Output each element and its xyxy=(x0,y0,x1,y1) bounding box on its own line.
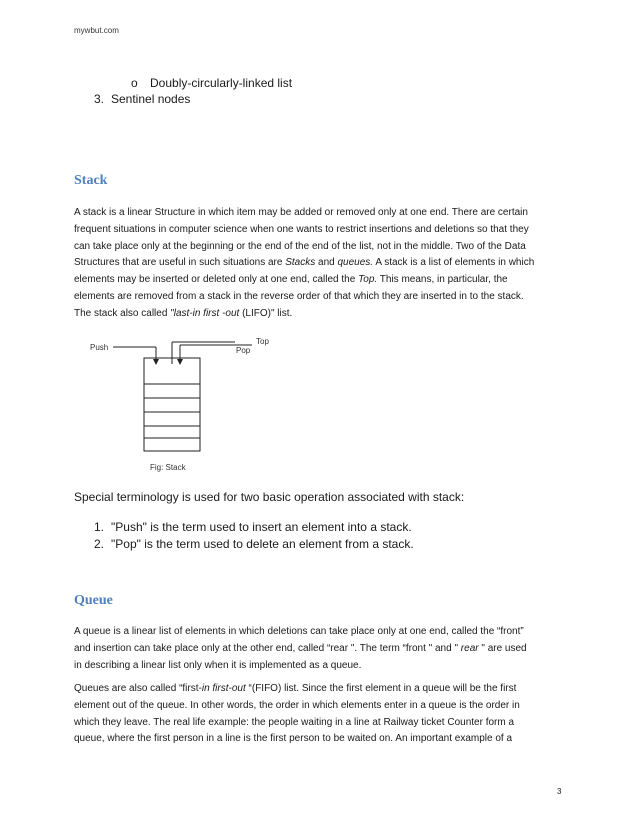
text-run: “(FIFO) list. Since the first element in a queue will be the first xyxy=(245,683,517,694)
section-heading-queue: Queue xyxy=(74,593,113,608)
queue-line-7: queue, where the first person in a line is the first person to be waited on. An important example of a xyxy=(74,733,513,745)
text-run: " are used xyxy=(478,642,527,654)
text-run: Queues are also called “first- xyxy=(74,683,202,694)
queue-line-5: element out of the queue. In other words, the order in which elements enter in a queue is the order in xyxy=(74,699,520,711)
list-item-doubly-circular: Doubly-circularly-linked list xyxy=(150,76,293,90)
pop-label: Pop xyxy=(236,346,251,355)
text-run-italic: Top. xyxy=(358,274,378,286)
queue-paragraph-1 xyxy=(74,624,574,674)
text-run-italic: "last-in first -out xyxy=(170,307,240,319)
stack-line-7 xyxy=(74,306,574,323)
text-run-italic: Stacks xyxy=(285,257,316,269)
text-run: A stack is a list of elements in which xyxy=(373,257,535,269)
text-run: This means, in particular, the xyxy=(377,274,508,286)
text-run: Structures that are useful in such situations are xyxy=(74,257,286,269)
text-run-italic: queues. xyxy=(337,257,374,269)
text-run: and xyxy=(315,257,338,269)
stack-line-3: can take place only at the beginning or the end of the end of the list, not in the middle. Two of the Data xyxy=(74,240,526,252)
text-run: (LIFO)" list. xyxy=(239,307,293,319)
text-run: elements may be inserted or deleted only at one end, called the xyxy=(74,274,359,286)
queue-line-2 xyxy=(74,641,574,658)
sub-bullet: o xyxy=(131,76,138,90)
text-run-italic: rear xyxy=(460,642,479,654)
stack-line-1: A stack is a linear Structure in which item may be added or removed only at one end. There are certain xyxy=(74,207,528,218)
stack-line-6: elements are removed from a stack in the reverse order of that which they are inserted in to the stack. xyxy=(74,290,524,302)
text-run: The stack also called xyxy=(74,307,171,319)
queue-line-1: A queue is a linear list of elements in which deletions can take place only at one end, called the “front” xyxy=(74,626,524,637)
stack-line-2: frequent situations in computer science when one wants to restrict insertions and deletions so that they xyxy=(74,223,529,235)
stack-line-5 xyxy=(74,272,574,289)
text-run: and insertion can take place only at the other end, called “rear ". The term “front " and " xyxy=(74,642,461,654)
page-number: 3 xyxy=(557,787,562,796)
op-pop-text: "Pop" is the term used to delete an element from a stack. xyxy=(111,537,414,551)
list-item-sentinel: Sentinel nodes xyxy=(111,92,191,106)
top-label: Top xyxy=(256,337,269,346)
text-run-italic: in first-out xyxy=(201,683,246,694)
push-label: Push xyxy=(90,343,109,352)
op-number-2: 2. xyxy=(94,537,105,551)
list-number-3: 3. xyxy=(94,92,105,106)
op-push-text: "Push" is the term used to insert an element into a stack. xyxy=(111,520,412,534)
stack-box xyxy=(144,358,200,451)
queue-paragraph-2 xyxy=(74,681,574,748)
stack-line-4 xyxy=(74,255,574,272)
figure-caption: Fig: Stack xyxy=(150,463,186,472)
queue-line-6: which they leave. The real life example: the people waiting in a line at Railway ticket Counter form a xyxy=(74,716,515,728)
queue-line-3: in describing a linear list only when it is implemented as a queue. xyxy=(74,659,362,671)
terminology-text: Special terminology is used for two basic operation associated with stack: xyxy=(74,490,465,504)
page-header: mywbut.com xyxy=(74,26,119,35)
stack-paragraph xyxy=(74,205,574,323)
stack-figure xyxy=(80,330,290,475)
section-heading-stack: Stack xyxy=(74,173,108,188)
queue-line-4 xyxy=(74,681,574,698)
op-number-1: 1. xyxy=(94,520,105,534)
